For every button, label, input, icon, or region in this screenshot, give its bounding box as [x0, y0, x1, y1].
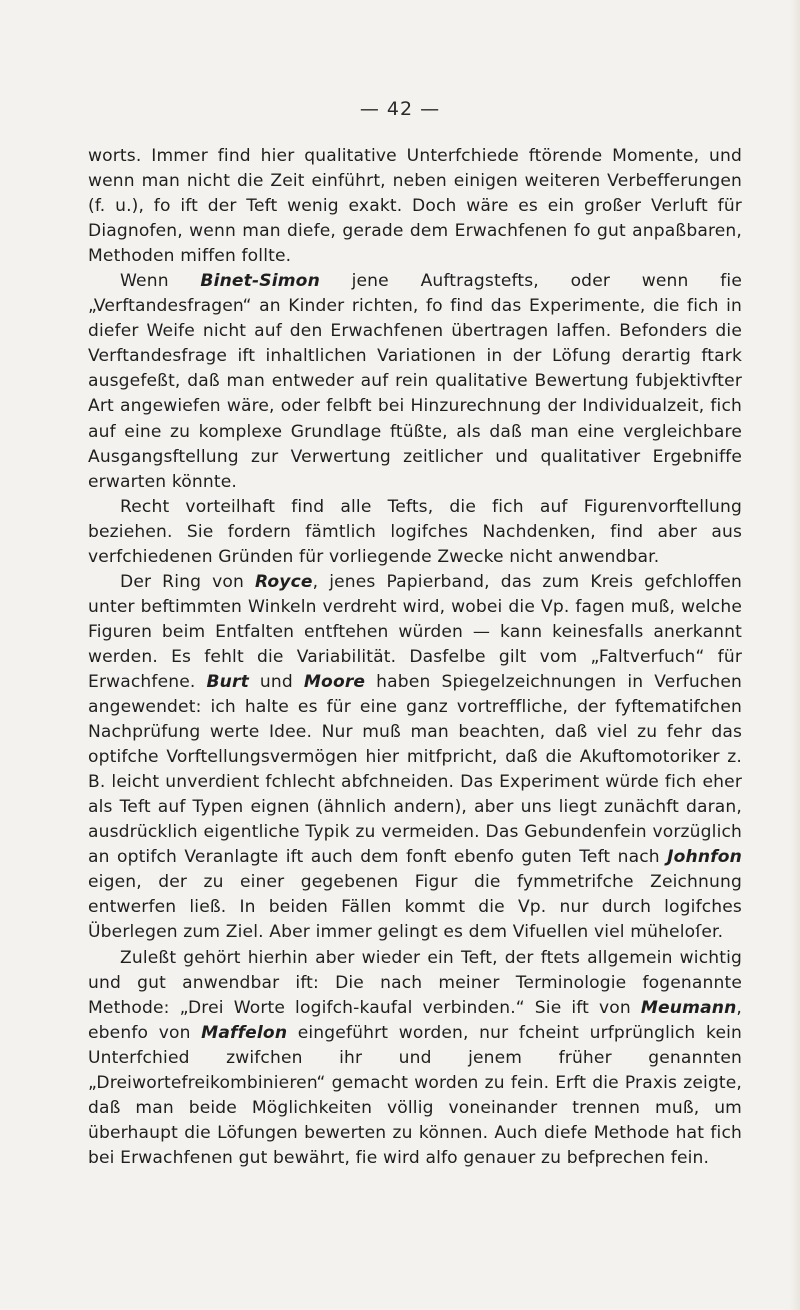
paragraph-5: [88, 946, 742, 1171]
body-text: [88, 144, 742, 1171]
page-edge-shadow: [790, 0, 800, 1310]
paragraph-4: [88, 570, 742, 946]
text-run: Der Ring von: [120, 571, 255, 592]
author-name: Maffelon: [201, 1022, 288, 1043]
text-run: Recht vorteilhaft find alle Tefts, die fich auf Figurenvorftellung beziehen. Sie fordern fämtlich logifches Nachdenken, find aber aus verfchiedenen Gründen für vorliegende Zwecke nicht anwendbar.: [88, 496, 742, 567]
author-name: Burt: [206, 671, 249, 692]
text-run: worts. Immer find hier qualitative Unterfchiede ftörende Momente, und wenn man nicht die Zeit einführt, neben einigen weiteren Verbefferungen (f. u.), fo ift der Teft wenig exakt. Doch wäre es ein großer Verluft für Diagnofen, wenn man diefe, gerade dem Erwachfenen fo gut anpaßbaren, Methoden miffen follte.: [88, 146, 742, 267]
text-run: eingeführt worden, nur fcheint urfprünglich kein Unterfchied zwifchen ihr und jenem früher genannten „Dreiwortefreikombinieren“ gemacht worden zu fein. Erft die Praxis zeigte, daß man beide Möglichkeiten völlig voneinander trennen muß, um überhaupt die Löfungen bewerten zu können. Auch diefe Methode hat fich bei Erwachfenen gut bewährt, fie wird alfo genauer zu befprechen fein.: [88, 1022, 743, 1168]
text-run: und: [248, 671, 304, 692]
text-run: Wenn: [120, 271, 201, 292]
paragraph-3: [88, 495, 742, 570]
author-name: Moore: [303, 671, 366, 692]
text-run: jene Auftragstefts, oder wenn fie „Verftandesfragen“ an Kinder richten, fo find das Experimente, die fich in diefer Weife nicht auf den Erwachfenen übertragen laffen. Befonders die Verftandesfrage ift inhaltlichen Variationen in der Löfung derartig ftark ausgefeßt, daß man entweder auf rein qualitative Bewertung fubjektivfter Art angewiefen wäre, oder felbft bei Hinzurechnung der Individualzeit, fich auf eine zu komplexe Grundlage ftüßte, als daß man eine vergleichbare Ausgangsftellung zur Verwertung zeitlicher und qualitativer Ergebniffe erwarten könnte.: [88, 271, 742, 492]
paragraph-1: [88, 144, 742, 269]
author-name: Binet-Simon: [200, 271, 320, 292]
text-run: , ebenfo von: [88, 997, 742, 1043]
author-name: Johnfon: [667, 847, 742, 868]
text-run: eigen, der zu einer gegebenen Figur die fymmetrifche Zeichnung entwerfen ließ. In beiden Fällen kommt die Vp. nur durch logifches Überlegen zum Ziel. Aber immer gelingt es dem Vifuellen viel müheloſer.: [88, 872, 742, 943]
page-number: — 42 —: [359, 98, 441, 120]
text-run: haben Spiegelzeichnungen in Verfuchen angewendet: ich halte es für eine ganz vortreffliche, der fyftematifchen Nachprüfung werte Idee. Nur muß man beachten, daß viel zu fehr das optifche Vorftellungsvermögen hier mitfpricht, daß die Akuftomotoriker z. B. leicht unverdient fchlecht abfchneiden. Das Experiment würde fich eher als Teft auf Typen eignen (ähnlich andern), aber uns liegt zunächft daran, ausdrücklich eigentliche Typik zu vermeiden. Das Gebundenfein vorzüglich an optifch Veranlagte ift auch dem fonft ebenfo guten Teft nach: [88, 671, 742, 868]
text-run: , jenes Papierband, das zum Kreis gefchloffen unter beftimmten Winkeln verdreht wird, wobei die Vp. fagen muß, welche Figuren beim Entfalten entftehen würden — kann keinesfalls anerkannt werden. Es fehlt die Variabilität. Dasfelbe gilt vom „Faltverfuch“ für Erwachfene.: [88, 571, 742, 692]
author-name: Meumann: [640, 997, 737, 1018]
paragraph-2: [88, 269, 742, 494]
text-run: Zuleßt gehört hierhin aber wieder ein Teft, der ftets allgemein wichtig und gut anwendbar ift: Die nach meiner Terminologie fogenannte Methode: „Drei Worte logifch-kaufal verbinden.“ Sie ift von: [88, 947, 742, 1018]
author-name: Royce: [254, 571, 313, 592]
